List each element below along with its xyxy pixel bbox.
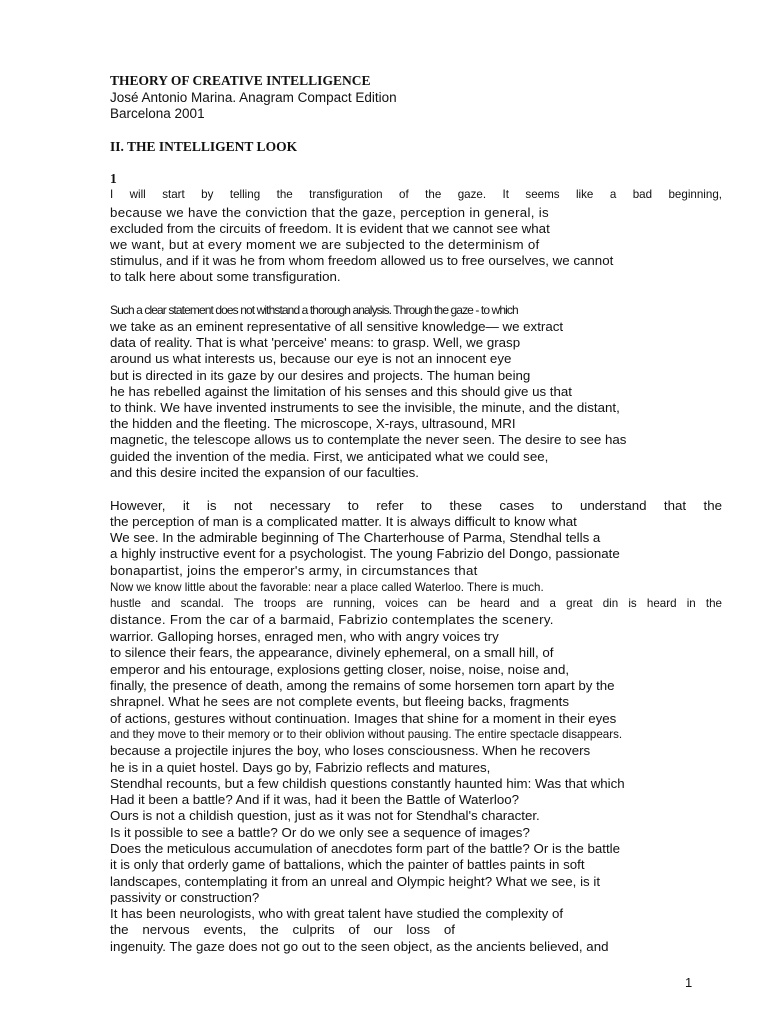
text-line: However, it is not necessary to refer to these cases to understand that the [110,498,722,513]
text-line: Now we know little about the favorable: near a place called Waterloo. There is much. [110,581,544,594]
text-line: Is it possible to see a battle? Or do we only see a sequence of images? [110,825,530,840]
text-line: We see. In the admirable beginning of The Charterhouse of Parma, Stendhal tells a [110,530,601,545]
text-line: guided the invention of the media. First, we anticipated what we could see, [110,449,549,464]
text-line: shrapnel. What he sees are not complete events, but fleeing backs, fragments [110,694,569,709]
text-line: Does the meticulous accumulation of anecdotes form part of the battle? Or is the battle [110,841,620,856]
text-line: Had it been a battle? And if it was, had it been the Battle of Waterloo? [110,792,520,807]
text-line: but is directed in its gaze by our desires and projects. The human being [110,368,531,383]
text-line: he has rebelled against the limitation of his senses and this should give us that [110,384,572,399]
document-title: THEORY OF CREATIVE INTELLIGENCE [110,73,371,88]
text-line: stimulus, and if it was he from whom freedom allowed us to free ourselves, we cannot [110,253,614,268]
text-line: of actions, gestures without continuation. Images that shine for a moment in their eyes [110,711,617,726]
text-line: he is in a quiet hostel. Days go by, Fabrizio reflects and matures, [110,760,491,775]
text-line: warrior. Galloping horses, enraged men, who with angry voices try [110,629,499,644]
text-line: and they move to their memory or to their oblivion without pausing. The entire spectacle disappears. [110,728,623,741]
section-heading: II. THE INTELLIGENT LOOK [110,139,298,154]
section-number: 1 [110,171,117,186]
text-line: to think. We have invented instruments to see the invisible, the minute, and the distant, [110,400,620,415]
text-line: Such a clear statement does not withstand a thorough analysis. Through the gaze - to which [110,303,518,317]
text-line: data of reality. That is what 'perceive' means: to grasp. Well, we grasp [110,335,521,350]
text-line: I will start by telling the transfiguration of the gaze. It seems like a bad beginning, [110,188,722,201]
place-year: Barcelona 2001 [110,106,205,121]
text-line: It has been neurologists, who with great talent have studied the complexity of [110,906,564,921]
text-line: Stendhal recounts, but a few childish questions constantly haunted him: Was that which [110,776,625,791]
text-line: we take as an eminent representative of all sensitive knowledge— we extract [110,319,564,334]
text-line: finally, the presence of death, among the remains of some horsemen torn apart by the [110,678,615,693]
text-line: because a projectile injures the boy, who loses consciousness. When he recovers [110,743,591,758]
text-line: magnetic, the telescope allows us to contemplate the never seen. The desire to see has [110,432,627,447]
text-line: the nervous events, the culprits of our loss of [110,922,455,937]
text-line: a highly instructive event for a psychologist. The young Fabrizio del Dongo, passionate [110,546,620,561]
text-line: ingenuity. The gaze does not go out to the seen object, as the ancients believed, and [110,939,609,954]
text-line: the perception of man is a complicated matter. It is always difficult to know what [110,514,577,529]
text-line: to silence their fears, the appearance, divinely ephemeral, on a small hill, of [110,645,554,660]
page-number: 1 [685,975,693,990]
text-line: hustle and scandal. The troops are running, voices can be heard and a great din is heard in the [110,597,722,610]
author-line: José Antonio Marina. Anagram Compact Edition [110,90,397,105]
text-line: excluded from the circuits of freedom. It is evident that we cannot see what [110,221,550,236]
text-line: we want, but at every moment we are subjected to the determinism of [110,237,540,252]
text-line: and this desire incited the expansion of our faculties. [110,465,419,480]
text-line: to talk here about some transfiguration. [110,269,341,284]
text-line: Ours is not a childish question, just as it was not for Stendhal's character. [110,808,540,823]
text-line: passivity or construction? [110,890,260,905]
text-line: landscapes, contemplating it from an unreal and Olympic height? What we see, is it [110,874,601,889]
text-line: it is only that orderly game of battalions, which the painter of battles paints in soft [110,857,585,872]
text-line: distance. From the car of a barmaid, Fabrizio contemplates the scenery. [110,612,554,627]
text-line: the hidden and the fleeting. The microscope, X-rays, ultrasound, MRI [110,416,516,431]
text-line: emperor and his entourage, explosions getting closer, noise, noise, noise and, [110,662,570,677]
text-line: around us what interests us, because our eye is not an innocent eye [110,351,512,366]
text-line: bonapartist, joins the emperor's army, in circumstances that [110,563,478,578]
text-line: because we have the conviction that the gaze, perception in general, is [110,205,549,220]
